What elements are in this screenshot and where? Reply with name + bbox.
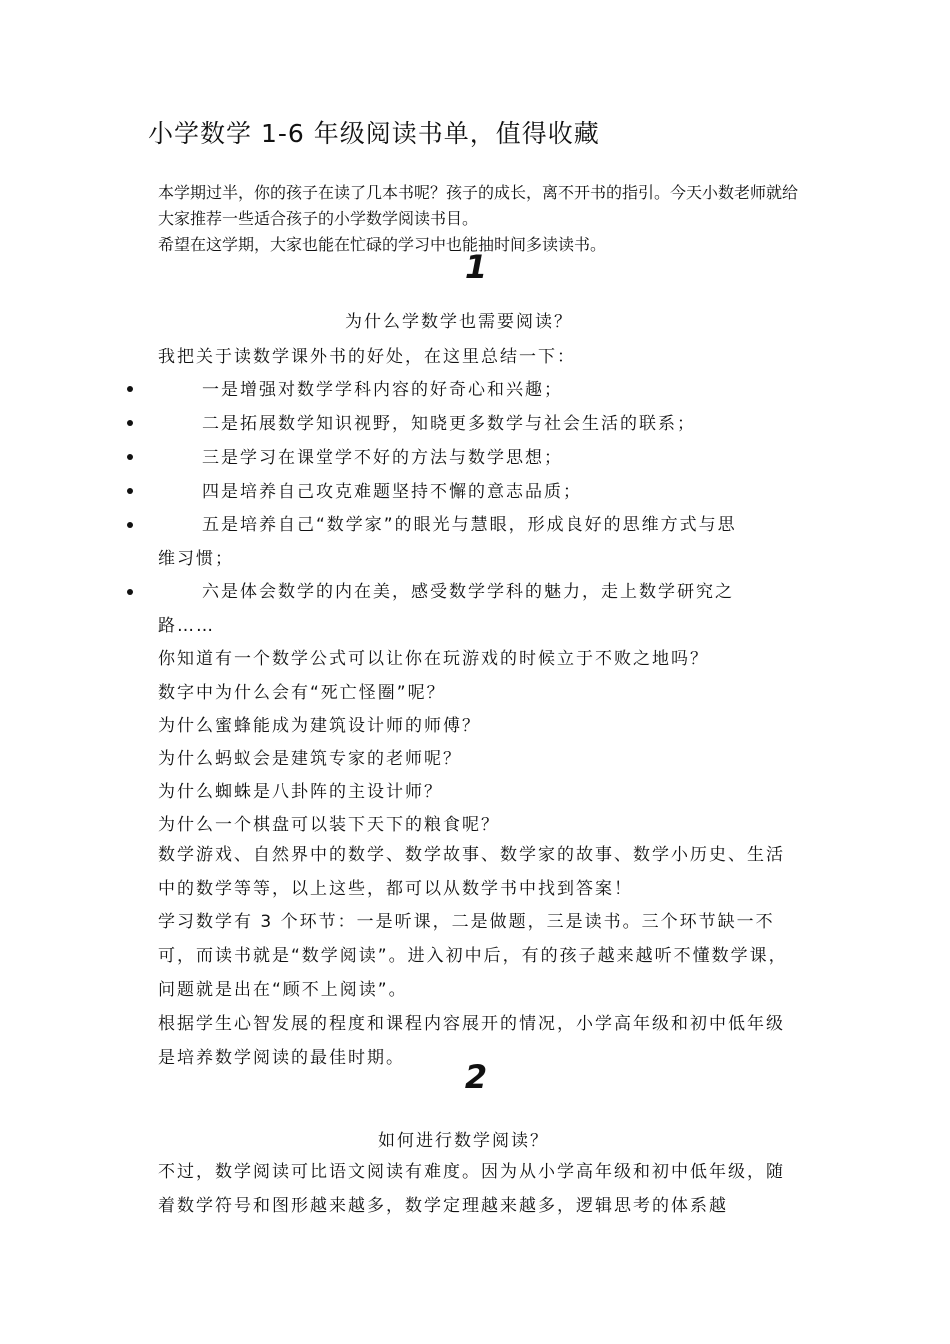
bullet-icon (127, 386, 133, 392)
section-heading: 为什么学数学也需要阅读？ (345, 312, 573, 332)
list-item: 三是学习在课堂学不好的方法与数学思想； (202, 448, 563, 468)
body-paragraph (158, 905, 794, 1007)
intro-paragraph: 希望在这学期，大家也能在忙碌的学习中也能抽时间多读读书。 (158, 235, 607, 254)
paragraph-text: 不过，数学阅读可比语文阅读有难度。因为从小学高年级和初中低年级，随着数学符号和图形越来越多，数学定理越来越多，逻辑思考的体系越 (158, 1162, 785, 1216)
list-item: 六是体会数学的内在美，感受数学学科的魅力，走上数学研究之 (202, 582, 734, 602)
body-paragraph (158, 838, 794, 906)
question-line: 为什么蜘蛛是八卦阵的主设计师？ (158, 782, 443, 802)
list-item-continuation: 路…… (158, 616, 215, 636)
list-item-continuation: 维习惯； (158, 549, 234, 569)
bullet-icon (127, 454, 133, 460)
body-paragraph (158, 1155, 794, 1223)
question-line: 你知道有一个数学公式可以让你在玩游戏的时候立于不败之地吗？ (158, 649, 709, 669)
lead-text: 我把关于读数学课外书的好处，在这里总结一下： (158, 347, 576, 367)
bullet-icon (127, 488, 133, 494)
section-number: 1 (464, 248, 488, 286)
paragraph-text: 数学游戏、自然界中的数学、数学故事、数学家的故事、数学小历史、生活中的数学等等，以上这些，都可以从数学书中找到答案！ (158, 845, 785, 899)
list-item: 四是培养自己攻克难题坚持不懈的意志品质； (202, 482, 582, 502)
intro-block (158, 180, 798, 258)
question-line: 为什么蜜蜂能成为建筑设计师的师傅？ (158, 716, 481, 736)
bullet-icon (127, 420, 133, 426)
question-line: 为什么一个棋盘可以装下天下的粮食呢？ (158, 815, 500, 835)
question-line: 为什么蚂蚁会是建筑专家的老师呢？ (158, 749, 462, 769)
list-item: 五是培养自己“数学家”的眼光与慧眼，形成良好的思维方式与思 (202, 515, 737, 535)
paragraph-text: 根据学生心智发展的程度和课程内容展开的情况，小学高年级和初中低年级是培养数学阅读的最佳时期。 (158, 1014, 785, 1068)
bullet-icon (127, 522, 133, 528)
list-item: 二是拓展数学知识视野，知晓更多数学与社会生活的联系； (202, 414, 696, 434)
page-title: 小学数学 1-6 年级阅读书单，值得收藏 (148, 119, 600, 148)
bullet-icon (127, 589, 133, 595)
paragraph-text: 学习数学有 3 个环节：一是听课，二是做题，三是读书。三个环节缺一不可，而读书就是“数学阅读”。进入初中后，有的孩子越来越听不懂数学课，问题就是出在“顾不上阅读”。 (158, 912, 788, 1000)
question-line: 数字中为什么会有“死亡怪圈”呢？ (158, 683, 446, 703)
list-item: 一是增强对数学学科内容的好奇心和兴趣； (202, 380, 563, 400)
section-number: 2 (464, 1058, 488, 1096)
intro-paragraph: 本学期过半，你的孩子在读了几本书呢？孩子的成长，离不开书的指引。今天小数老师就给大家推荐一些适合孩子的小学数学阅读书目。 (158, 183, 799, 228)
section-heading: 如何进行数学阅读？ (378, 1131, 549, 1151)
